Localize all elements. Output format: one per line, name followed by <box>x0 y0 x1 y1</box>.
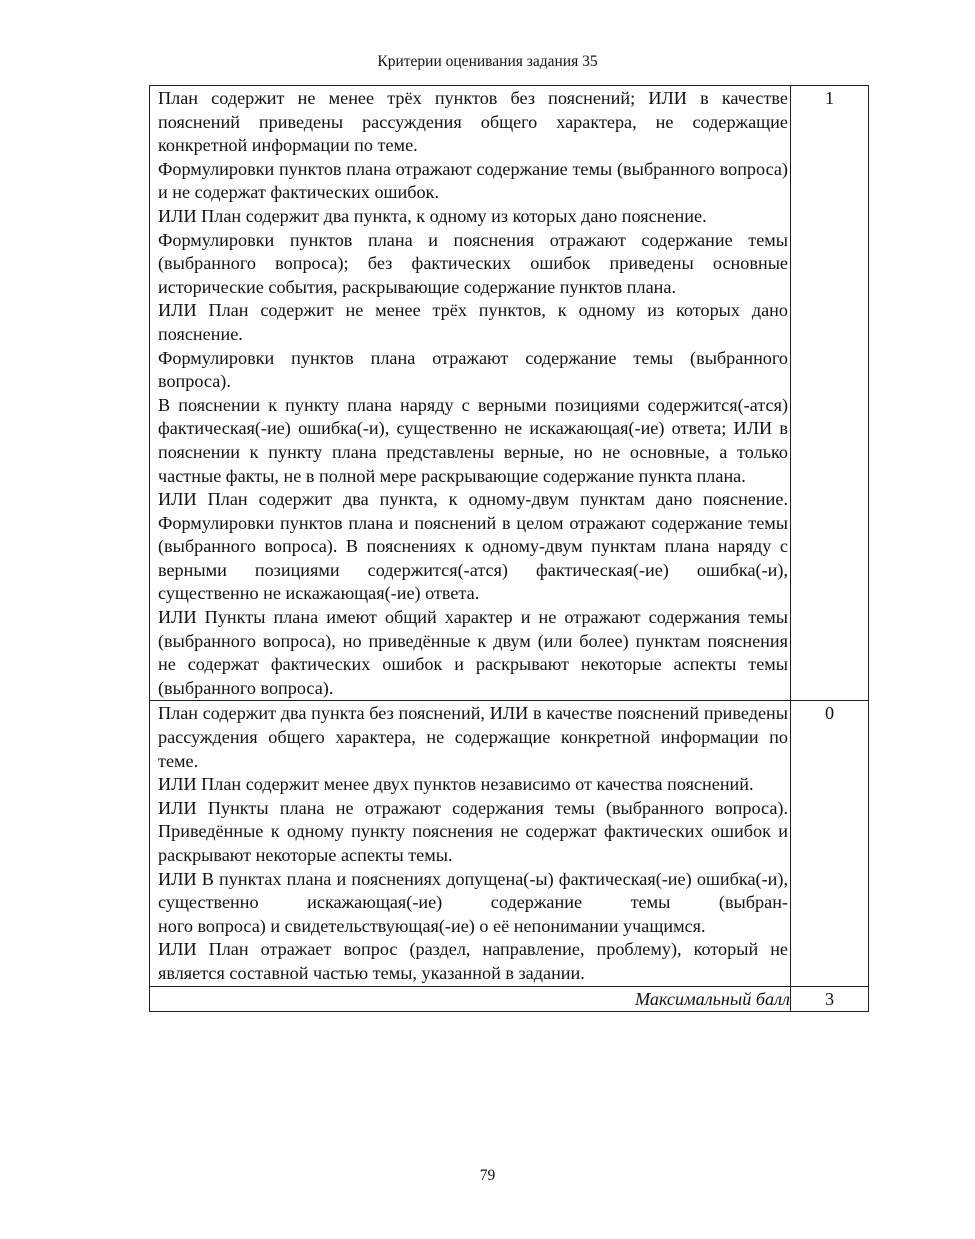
criteria-paragraph: Формулировки пунктов плана и пояснения отражают содержание темы (выбранного вопроса); без фактических ошибок приведены основные исторические события, раскрывающие содержание пунктов плана. <box>158 229 788 297</box>
score-value: 1 <box>791 86 869 701</box>
criteria-paragraph: План содержит не менее трёх пунктов без пояснений; ИЛИ в качестве пояснений приведены рассуждения общего характера, не содержащие конкретной информации по теме. <box>158 88 788 156</box>
criteria-paragraph: ИЛИ Пункты плана не отражают содержания темы (выбранного вопроса). Приведённые к одному пункту пояснения не содержат фактических ошибок и раскрывают некоторые аспекты темы. <box>158 797 788 865</box>
score-value: 0 <box>791 701 869 986</box>
table-row <box>150 86 869 701</box>
criteria-paragraph: ИЛИ План содержит два пункта, к одному-двум пунктам дано пояснение. Формулировки пунктов плана и пояснений в целом отражают содержание темы (выбранного вопроса). В пояснениях к одному-двум пунктам плана наряду с верными позициями содержится(-атся) фактическая(-ие) ошибка(-и), существенно не искажающая(-ие) ответа. <box>158 489 788 604</box>
criteria-paragraph: План содержит два пункта без пояснений, ИЛИ в качестве пояснений приведены рассуждения общего характера, не содержащие конкретной информации по теме. <box>158 703 788 771</box>
page-title: Критерии оценивания задания 35 <box>377 53 598 70</box>
criteria-paragraph-continuation: ного вопроса) и свидетельствующая(-ие) о её непонимании учащимся. <box>158 915 706 936</box>
table-row-max <box>150 986 869 1012</box>
table-row <box>150 701 869 986</box>
criteria-table <box>149 85 869 1012</box>
max-score-label: Максимальный балл <box>150 986 791 1012</box>
criteria-paragraph: ИЛИ План отражает вопрос (раздел, направление, проблему), который не является составной частью темы, указанной в задании. <box>158 939 788 983</box>
criteria-paragraph: ИЛИ План содержит менее двух пунктов независимо от качества пояснений. <box>158 774 754 795</box>
criteria-paragraph: Формулировки пунктов плана отражают содержание темы (выбранного вопроса) и не содержат фактических ошибок. <box>158 158 788 203</box>
criteria-description-cell <box>150 701 791 986</box>
criteria-paragraph: В пояснении к пункту плана наряду с верными позициями содержится(-атся) фактическая(-ие) ошибка(-и), существенно не искажающая(-ие) ответа; ИЛИ в пояснении к пункту плана представлены верные, но не основные, а только частные факты, не в полной мере раскрывающие содержание пункта плана. <box>158 394 788 486</box>
max-score-value: 3 <box>791 986 869 1012</box>
criteria-paragraph: ИЛИ План содержит не менее трёх пунктов, к одному из которых дано пояснение. <box>158 300 788 344</box>
criteria-paragraph: Формулировки пунктов плана отражают содержание темы (выбранного вопроса). <box>158 347 788 392</box>
criteria-paragraph: ИЛИ План содержит два пункта, к одному из которых дано пояснение. <box>158 205 707 226</box>
criteria-paragraph-hyphenated: ИЛИ В пунктах плана и пояснениях допущена(-ы) фактическая(-ие) ошибка(-и), существенно искажающая(-ие) содержание темы (выбран- <box>158 868 788 913</box>
criteria-paragraph: ИЛИ Пункты плана имеют общий характер и не отражают содержания темы (выбранного вопроса), но приведённые к двум (или более) пунктам пояснения не содержат фактических ошибок и раскрывают некоторые аспекты темы (выбранного вопроса). <box>158 607 788 698</box>
criteria-description-cell <box>150 86 791 701</box>
page-number: 79 <box>479 1167 496 1184</box>
